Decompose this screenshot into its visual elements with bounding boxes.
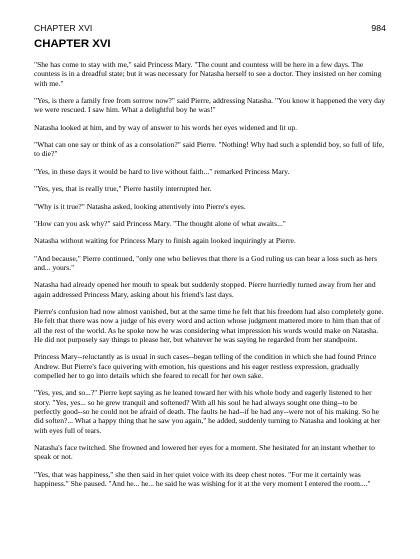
paragraph: Natasha had already opened her mouth to speak but suddenly stopped. Pierre hurriedly turned away from her and again addressed Princess Mary, asking about his friend's last days. [34, 280, 376, 299]
chapter-title: CHAPTER XVI [34, 38, 111, 50]
paragraph: Pierre's confusion had now almost vanished, but at the same time he felt that his freedom had also completely gone. He felt that there was now a judge of his every word and action whose judgment mattered more to him than that of all the rest of the world. As he spoke now he was considering what impression his words would make on Natasha. He did not purposely say things to please her, but whatever he was saying he regarded from her standpoint. [34, 307, 384, 344]
paragraph: "Yes, in these days it would be hard to live without faith..." remarked Princess Mary. [34, 166, 290, 176]
paragraph: "Yes, yes, and so...?" Pierre kept saying as he leaned toward her with his whole body and eagerly listened to her story. "Yes, yes... so he grew tranquil and softened? With all his soul he had always sought one thing--to be perfectly good--so he could not be afraid of death. The faults he had--if he had any--were not of his making. So he did soften?... What a happy thing that he saw you again," he added, suddenly turning to Natasha and looking at her with eyes full of tears. [34, 388, 381, 435]
paragraph: "Yes, is there a family free from sorrow now?" said Pierre, addressing Natasha. "You know it happened the very day we were rescued. I saw him. What a delightful boy he was!" [34, 95, 386, 115]
paragraph: "Why is it true?" Natasha asked, looking attentively into Pierre's eyes. [34, 201, 246, 211]
body-text [34, 60, 386, 488]
paragraph: "She has come to stay with me," said Princess Mary. "The count and countess will be here in a few days. The countess is in a dreadful state; but it was necessary for Natasha herself to see a doctor. They insisted on her coming with me." [34, 60, 382, 88]
page-number: 984 [371, 23, 386, 33]
paragraph: Princess Mary--reluctantly as is usual in such cases--began telling of the condition in which she had found Prince Andrew. But Pierre's face quivering with emotion, his questions and his eager restless expression, gradually compelled her to go into details which she feared to recall for her own sake. [34, 352, 377, 380]
paragraph: "Yes, that was happiness," she then said in her quiet voice with its deep chest notes. "For me it certainly was happiness." She paused. "And he... he... he said he was wishing for it at the very moment I entered the room...." [34, 469, 371, 488]
running-header [34, 23, 386, 33]
paragraph: Natasha's face twitched. She frowned and lowered her eyes for a moment. She hesitated for an instant whether to speak or not. [34, 442, 375, 462]
running-header-chapter: CHAPTER XVI [34, 23, 93, 33]
paragraph: Natasha without waiting for Princess Mary to finish again looked inquiringly at Pierre. [34, 236, 296, 246]
paragraph: "How can you ask why?" said Princess Mary. "The thought alone of what awaits..." [34, 218, 286, 228]
paragraph: Natasha looked at him, and by way of answer to his words her eyes widened and lit up. [34, 122, 298, 132]
paragraph: "And because," Pierre continued, "only one who believes that there is a God ruling us can bear a loss such as hers and... yours." [34, 253, 378, 272]
paragraph: "Yes, yes, that is really true," Pierre hastily interrupted her. [34, 184, 212, 194]
paragraph: "What can one say or think of as a consolation?" said Pierre. "Nothing! Why had such a splendid boy, so full of life, to die?" [34, 140, 385, 159]
